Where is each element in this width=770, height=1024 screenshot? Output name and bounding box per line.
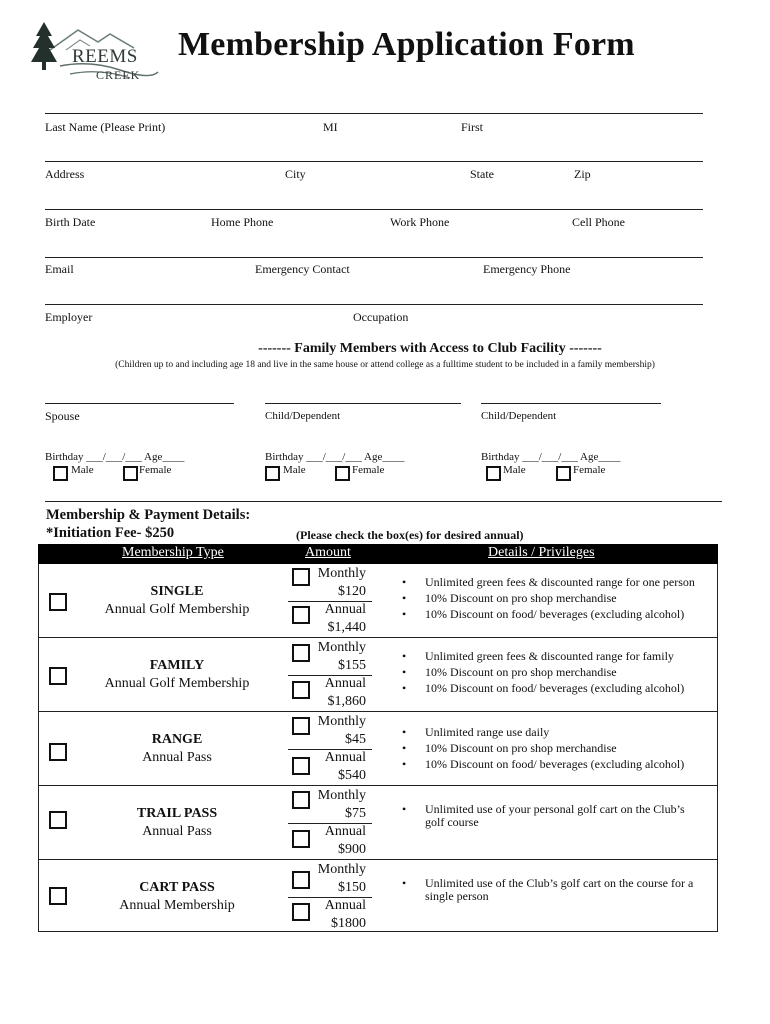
fill-line-email[interactable] [45, 257, 703, 258]
fill-line-child-1[interactable] [265, 403, 461, 404]
list-item: • Unlimited use of the Club’s golf cart on the course for a single person [402, 877, 712, 903]
cart-pass-name: CART PASS [139, 880, 215, 895]
last-name-label: Last Name (Please Print) [45, 120, 166, 134]
fill-line-employer[interactable] [45, 304, 703, 305]
fill-line-address[interactable] [45, 161, 703, 162]
child-2-male-checkbox[interactable] [486, 466, 501, 481]
trail-pass-name: TRAIL PASS [136, 806, 218, 821]
zip-label: Zip [574, 167, 591, 181]
list-item: • Unlimited use of your personal golf cart on the Club’s golf course [402, 803, 702, 829]
child-2-label: Child/Dependent [481, 410, 557, 422]
child-1-male-checkbox[interactable] [265, 466, 280, 481]
trail-pass-select-checkbox[interactable] [49, 811, 67, 829]
spouse-birthday-label: Birthday ___/___/___ Age____ [45, 451, 185, 463]
birth-date-label: Birth Date [45, 215, 96, 229]
table-row-divider [38, 785, 718, 786]
emergency-contact-label: Emergency Contact [255, 262, 350, 276]
cart-pass-sub: Annual Membership [119, 898, 235, 913]
membership-table-header [38, 544, 718, 564]
mi-label: MI [323, 120, 338, 134]
single-select-checkbox[interactable] [49, 593, 67, 611]
cart-pass-select-checkbox[interactable] [49, 887, 67, 905]
list-item: • 10% Discount on pro shop merchandise [402, 592, 712, 605]
table-row-divider [38, 711, 718, 712]
first-name-label: First [461, 120, 484, 134]
single-monthly-label: Monthly [317, 566, 366, 581]
single-name: SINGLE [150, 584, 204, 599]
page-title: Membership Application Form [178, 26, 635, 63]
family-monthly-label: Monthly [317, 640, 366, 655]
logo-text-creek: CREEK [96, 68, 141, 82]
single-sub: Annual Golf Membership [104, 602, 250, 617]
logo-text-reems: REEMS [72, 46, 138, 67]
employer-label: Employer [45, 310, 93, 324]
cart-pass-monthly-price: $150 [338, 880, 366, 895]
single-details [402, 576, 712, 624]
fill-line-spouse[interactable] [45, 403, 234, 404]
spouse-male-checkbox[interactable] [53, 466, 68, 481]
cell-phone-label: Cell Phone [572, 215, 625, 229]
trail-pass-sub: Annual Pass [142, 824, 212, 839]
payment-title: Membership & Payment Details: [46, 507, 251, 523]
family-members-note: (Children up to and including age 18 and live in the same house or attend college as a fulltime student to be included in a family membership) [115, 360, 655, 370]
spouse-male-label: Male [71, 464, 94, 476]
family-sub: Annual Golf Membership [104, 676, 250, 691]
list-item: • 10% Discount on food/ beverages (excluding alcohol) [402, 758, 712, 771]
range-select-checkbox[interactable] [49, 743, 67, 761]
header-details: Details / Privileges [488, 545, 595, 560]
range-name: RANGE [151, 732, 203, 747]
emergency-phone-label: Emergency Phone [483, 262, 571, 276]
child-1-label: Child/Dependent [265, 410, 341, 422]
initiation-fee: *Initiation Fee- $250 [46, 525, 175, 541]
section-divider [45, 501, 722, 502]
single-annual-label: Annual [324, 602, 366, 617]
list-item: • 10% Discount on pro shop merchandise [402, 666, 712, 679]
child-1-male-label: Male [283, 464, 306, 476]
range-sub: Annual Pass [142, 750, 212, 765]
list-item: • 10% Discount on food/ beverages (excluding alcohol) [402, 608, 712, 621]
list-item: • Unlimited range use daily [402, 726, 712, 739]
cart-pass-annual-label: Annual [324, 898, 366, 913]
range-details [402, 726, 712, 774]
reems-creek-logo [30, 20, 164, 84]
table-row-divider [38, 637, 718, 638]
trail-pass-annual-price: $900 [338, 842, 366, 857]
family-details [402, 650, 712, 698]
family-monthly-price: $155 [338, 658, 366, 673]
header-membership-type: Membership Type [122, 545, 224, 560]
range-annual-price: $540 [338, 768, 366, 783]
home-phone-label: Home Phone [211, 215, 274, 229]
occupation-label: Occupation [353, 310, 409, 324]
state-label: State [470, 167, 494, 181]
child-2-male-label: Male [503, 464, 526, 476]
payment-note: (Please check the box(es) for desired annual) [296, 528, 524, 542]
spouse-female-checkbox[interactable] [123, 466, 138, 481]
single-monthly-price: $120 [338, 584, 366, 599]
range-monthly-price: $45 [345, 732, 366, 747]
family-annual-label: Annual [324, 676, 366, 691]
fill-line-phones[interactable] [45, 209, 703, 210]
family-name: FAMILY [149, 658, 205, 673]
child-2-birthday-label: Birthday ___/___/___ Age____ [481, 451, 621, 463]
spouse-label: Spouse [45, 409, 80, 423]
cart-pass-details [402, 877, 712, 906]
single-annual-price: $1,440 [327, 620, 366, 635]
fill-line-child-2[interactable] [481, 403, 661, 404]
child-1-female-label: Female [352, 464, 385, 476]
work-phone-label: Work Phone [390, 215, 450, 229]
child-1-birthday-label: Birthday ___/___/___ Age____ [265, 451, 405, 463]
list-item: • 10% Discount on pro shop merchandise [402, 742, 712, 755]
family-members-heading: ------- Family Members with Access to Club Facility ------- [258, 341, 602, 356]
range-annual-label: Annual [324, 750, 366, 765]
spouse-female-label: Female [139, 464, 172, 476]
list-item: • Unlimited green fees & discounted range for family [402, 650, 712, 663]
header-amount: Amount [305, 545, 351, 560]
child-1-female-checkbox[interactable] [335, 466, 350, 481]
family-annual-price: $1,860 [327, 694, 366, 709]
trail-pass-monthly-price: $75 [345, 806, 366, 821]
fill-line-name[interactable] [45, 113, 703, 114]
email-label: Email [45, 262, 74, 276]
list-item: • Unlimited green fees & discounted range for one person [402, 576, 712, 589]
range-monthly-label: Monthly [317, 714, 366, 729]
city-label: City [285, 167, 306, 181]
trail-pass-monthly-label: Monthly [317, 788, 366, 803]
child-2-female-label: Female [573, 464, 606, 476]
address-label: Address [45, 167, 85, 181]
family-select-checkbox[interactable] [49, 667, 67, 685]
trail-pass-details [402, 803, 702, 832]
cart-pass-annual-price: $1800 [331, 916, 366, 931]
table-row-divider [38, 859, 718, 860]
child-2-female-checkbox[interactable] [556, 466, 571, 481]
cart-pass-monthly-label: Monthly [317, 862, 366, 877]
trail-pass-annual-label: Annual [324, 824, 366, 839]
list-item: • 10% Discount on food/ beverages (excluding alcohol) [402, 682, 712, 695]
